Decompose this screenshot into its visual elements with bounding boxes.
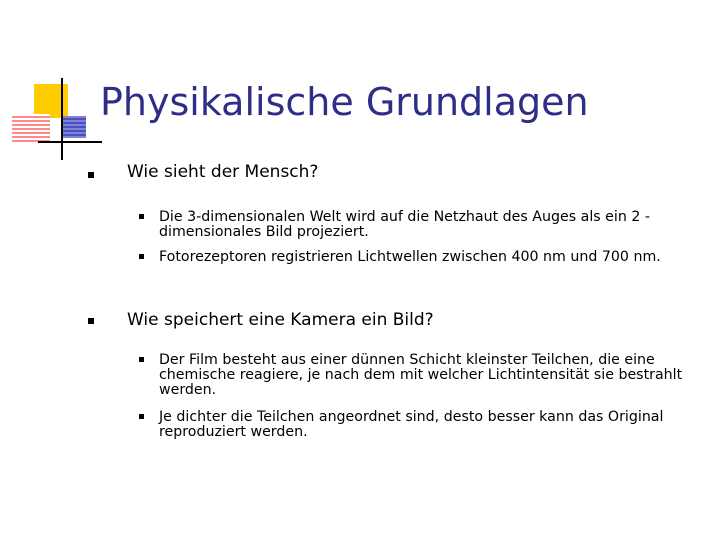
vertical-line-decoration xyxy=(61,78,63,160)
blue-square-decoration xyxy=(62,116,86,138)
list-item: Der Film besteht aus einer dünnen Schicht kleinster Teilchen, die eine chemische reagiere, je nach dem mit welcher Lichtintensität sie bestrahlt werden. xyxy=(159,352,683,398)
slide-title: Physikalische Grundlagen xyxy=(100,80,589,124)
list-item: Fotorezeptoren registrieren Lichtwellen zwischen 400 nm und 700 nm. xyxy=(159,249,661,265)
list-item: Je dichter die Teilchen angeordnet sind, desto besser kann das Original reproduziert werden. xyxy=(159,409,664,440)
bullet-square-icon xyxy=(139,357,144,362)
pink-square-decoration xyxy=(12,114,50,142)
section-heading: Wie speichert eine Kamera ein Bild? xyxy=(127,310,434,330)
bullet-square-icon xyxy=(88,318,94,324)
list-item: Die 3-dimensionalen Welt wird auf die Netzhaut des Auges als ein 2 -dimensionales Bild projeziert. xyxy=(159,209,651,240)
bullet-square-icon xyxy=(139,414,144,419)
bullet-square-icon xyxy=(88,172,94,178)
section-heading: Wie sieht der Mensch? xyxy=(127,162,319,182)
bullet-square-icon xyxy=(139,254,144,259)
bullet-square-icon xyxy=(139,214,144,219)
horizontal-line-decoration xyxy=(38,141,102,143)
